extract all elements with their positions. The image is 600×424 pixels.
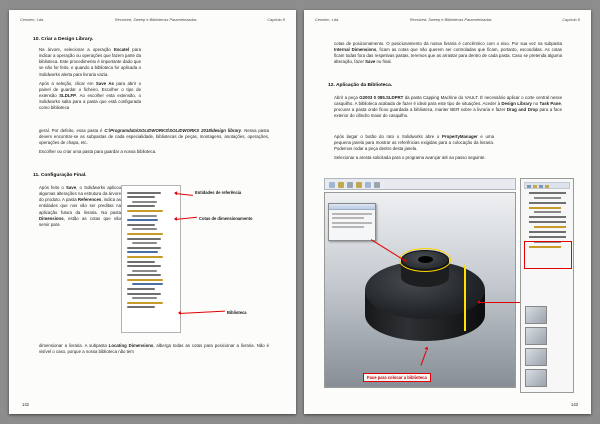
header-chapter: Capítulo 8 xyxy=(562,17,580,22)
page-143 xyxy=(304,10,591,414)
section-11-heading: 11. Configuração Final. xyxy=(33,173,87,178)
casquilho-part xyxy=(365,249,485,361)
annotation-dimensions: Cotas de dimensionamento xyxy=(199,216,253,221)
page-number: 142 xyxy=(22,402,29,407)
arrow-icon xyxy=(179,311,225,315)
section-11-text-wide xyxy=(39,343,269,358)
annotation-library: Biblioteca xyxy=(227,310,247,315)
header-title: Revolved, Sweep e Bibliotecas Parametrizadas xyxy=(114,17,197,22)
page-142 xyxy=(9,10,296,414)
header-chapter: Capítulo 8 xyxy=(267,17,285,22)
reference-dialog xyxy=(328,203,376,241)
section-10-text-wide xyxy=(39,128,269,159)
paragraph: Após a seleção, clicar em Save As para abrir o painel de guardar o ficheiro. Escolher o tipo de extensão SLDLFP. Ao escolher esta extensão, o Solidworks salta para a pasta que está configurada como biblioteca xyxy=(39,80,142,111)
3d-viewport-screenshot xyxy=(324,192,516,388)
page-header xyxy=(315,17,580,22)
paragraph: Abrir a peça G2003 0 085.SLDPRT da pasta Capping Machine do VAULT. É necessário aplicar o corte central nesse casquilho. A biblioteca acabada de fazer é ideal para este tipo de situações. Aceder à Design Library no Task Pane, procurar a pasta onde ficou guardada a biblioteca, manter BER sobre a livraria e fazer Drag and Drop para a face exterior do cilindro maior do casquilho. xyxy=(334,95,563,119)
paragraph: Na árvore, selecionar a operação Escatel para indicar a operação ou operações que fazem parte da biblioteca. Este procedimento é importante dado que se não for feito, e quando a biblioteca for aplicada o Solidworks alerta para livraria vazia. xyxy=(39,47,141,77)
header-company: Cenotec, Lda. xyxy=(20,17,45,22)
paragraph: Após feito o Save, o Solidworks aplicou algumas alterações na estrutura da árvore do produto. A pasta References, indica as entidades que nos vão ser preditas na aplicação futura da livraria. Na pasta Dimensions, estão as cotas que vão servir para xyxy=(39,185,121,227)
annotation-references: Entidades de referência xyxy=(195,190,242,195)
figure-feature-tree xyxy=(111,183,287,335)
section-10-heading: 10. Criar a Design Library. xyxy=(33,37,94,42)
paragraph: cotas de posicionamento. O posicionamento da nossa livraria é concêntrico com o eixo. Por sua vez na subpasta Internal Dimensions, ficam as cotas que não querem ser controladas que ficam, portanto, escondidas. As cotas ficam todas fora das respetivas pastas, teremos que as arrastar para dentro de cada pasta. Caso se pretenda alguma alteração, fazer Save no final. xyxy=(334,41,562,65)
figure-library-application xyxy=(324,178,574,393)
yellow-highlight-edge xyxy=(464,265,466,331)
dialog-titlebar xyxy=(329,204,375,210)
section-12-text-column xyxy=(334,134,494,165)
header-title: Revolved, Sweep e Bibliotecas Parametrizadas xyxy=(409,17,492,22)
paragraph: geral. Por defeito, essa pasta é C:\Programdata\SOLIDWORKS\SOLIDWORKS 2018\design library. Nessa pasta devem encontrar-se as subpastas de cada especialidade, bibliotecas de peças, montagens, anotações, operações, operações de chapa, etc. xyxy=(39,128,270,146)
header-company: Cenotec, Lda. xyxy=(315,17,340,22)
paragraph: Após largar o botão do rato o Solidworks abre o PropertyManager e uma pequena janela para mostrar as referências exigidas para a colocação da livraria. Podemos rodar a peça dentro desta janela. xyxy=(334,134,494,152)
paragraph: dimensionar a livraria. A subpasta Locating Dimensions, alberga todas as cotas para posicionar a livraria. Não é visível o caso, porque a nossa biblioteca não tem xyxy=(39,343,269,355)
page-header xyxy=(20,17,285,22)
design-library-panel xyxy=(520,178,574,393)
section-11-text-column xyxy=(39,185,121,231)
solidworks-toolbar-strip xyxy=(324,178,516,190)
arrow-icon xyxy=(478,302,520,303)
paragraph: Selecionar a aresta solicitada para o programa avançar até ao passo seguinte. xyxy=(334,155,486,161)
section-10-text-column xyxy=(39,47,141,115)
section-12-heading: 12. Aplicação da Biblioteca. xyxy=(328,83,393,88)
page-number: 143 xyxy=(571,402,578,407)
figure-caption: Face para colocar a biblioteca xyxy=(363,373,431,382)
section-11-continuation-text xyxy=(334,41,562,69)
paragraph: Escolher ou criar uma pasta para guardar a nossa biblioteca. xyxy=(39,149,157,155)
section-12-text-wide xyxy=(334,95,562,123)
red-highlight-box xyxy=(524,241,572,269)
panel-header-icons xyxy=(524,182,570,189)
library-thumbnails xyxy=(525,306,571,387)
feature-tree-screenshot xyxy=(121,185,181,333)
